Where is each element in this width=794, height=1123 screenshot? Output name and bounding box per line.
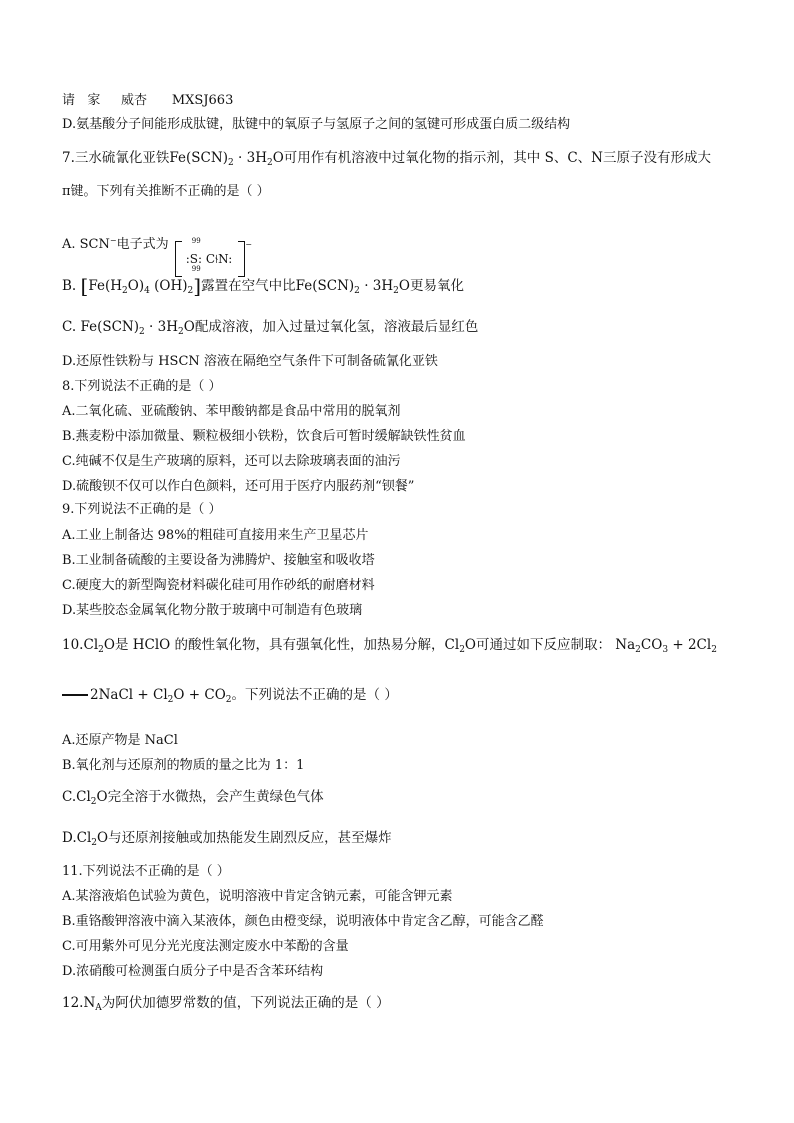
q8-option-d — [62, 479, 414, 495]
q12-formula-na: $N_A$ — [83, 995, 102, 1013]
q7-option-c-formula: $Fe(SCN)_2 \cdot 3H_2O$ — [80, 319, 195, 337]
q11-option-d-text: D.浓硝酸可检测蛋白质分子中是否含苯环结构 — [62, 964, 324, 979]
q11-option-b — [62, 914, 544, 930]
q12-stem — [62, 995, 390, 1016]
q9-option-d — [62, 603, 362, 619]
q10-option-c-text: 完全溶于水微热，会产生黄绿色气体 — [107, 789, 324, 805]
q11-option-c-text: C.可用紫外可见分光光度法测定废水中苯酚的含量 — [62, 939, 349, 954]
q7-option-d — [62, 354, 438, 370]
q10-stem-text-b: 是 HClO 的酸性氧化物，具有强氧化性，加热易分解， — [114, 637, 445, 653]
q9-option-c — [62, 578, 375, 594]
q9-option-c-text: C.硬度大的新型陶瓷材料碳化硅可用作砂纸的耐磨材料 — [62, 578, 375, 593]
q10-stem-text-d: 。下列说法不正确的是（ ） — [231, 687, 398, 703]
q7-option-a — [62, 222, 252, 273]
q7-option-c-text: 配成溶液，加入过量过氧化氢，溶液最后显红色 — [194, 319, 479, 335]
q10-option-b — [62, 758, 304, 774]
q9-option-d-text: D.某些胶态金属氧化物分散于玻璃中可制造有色玻璃 — [62, 603, 363, 618]
q7-option-a-label: A. SCN — [62, 237, 110, 252]
q7-option-b-formula1: [$Fe(H_2O)_4$ $(OH)_2$] — [80, 274, 202, 298]
q10-option-d — [62, 830, 392, 851]
q10-option-b-text: B.氧化剂与还原剂的物质的量之比为 1：1 — [62, 758, 305, 773]
q10-option-a — [62, 733, 178, 749]
q9-stem — [62, 502, 222, 518]
q10-option-d-label: D. — [62, 830, 77, 846]
q6-option-d — [62, 117, 570, 133]
q11-stem-text: 11.下列说法不正确的是（ ） — [62, 864, 230, 879]
q10-formula-cl2o: $Cl_2O$ — [83, 637, 115, 655]
q6-option-d-text: D.氨基酸分子间能形成肽键，肽键中的氧原子与氢原子之间的氢键可形成蛋白质二级结构 — [62, 117, 571, 132]
q9-option-b-text: B.工业制备硫酸的主要设备为沸腾炉、接触室和吸收塔 — [62, 553, 375, 568]
q7-stem-text-a: 7.三水硫氰化亚铁 — [62, 150, 170, 166]
q8-option-d-text: D.硫酸钡不仅可以作白色颜料，还可用于医疗内服药剂“钡餐” — [62, 479, 415, 494]
lewis-dots-top: 99 — [191, 237, 201, 245]
q10-option-c-label: C. — [62, 789, 77, 805]
q7-stem-line2 — [62, 184, 270, 200]
q11-option-a — [62, 889, 453, 905]
q11-option-d — [62, 964, 323, 980]
q10-reactants: $Na_2CO_3 + 2Cl_2$ — [615, 637, 717, 655]
q10-option-d-text: 与还原剂接触或加热能发生剧烈反应，甚至爆炸 — [108, 830, 392, 846]
q7-formula: $Fe(SCN)_2 \cdot 3H_2O$ — [169, 150, 284, 168]
q7-option-b-label: B. — [62, 278, 77, 294]
q8-option-a — [62, 404, 401, 420]
q7-option-b-text: 露置在空气中比 — [201, 278, 296, 294]
q8-option-c-text: C.纯碱不仅是生产玻璃的原料，还可以去除玻璃表面的油污 — [62, 454, 401, 469]
q7-stem-line1 — [62, 150, 711, 171]
q7-option-a-charge: − — [109, 236, 117, 245]
lewis-text: S: C⫮N: — [189, 252, 233, 266]
q10-formula-cl2o-2: $Cl_2O$ — [444, 637, 476, 655]
q11-stem — [62, 864, 230, 880]
q10-stem-line1 — [62, 637, 717, 658]
q10-stem-num: 10. — [62, 637, 84, 653]
q9-option-b — [62, 553, 375, 569]
q10-option-c — [62, 789, 324, 810]
q11-option-c — [62, 939, 349, 955]
q7-option-c-label: C. — [62, 319, 77, 335]
q10-option-c-formula: $Cl_2O$ — [76, 789, 108, 807]
q8-option-b — [62, 429, 466, 445]
q10-stem-text-c: 可通过如下反应制取： — [476, 637, 611, 653]
q9-option-a-text: A.工业上制备达 98%的粗硅可直接用来生产卫星芯片 — [62, 528, 369, 543]
q10-option-a-text: A.还原产物是 NaCl — [62, 733, 178, 748]
q7-option-b-text2: 更易氧化 — [409, 278, 464, 294]
q12-stem-num: 12. — [62, 995, 84, 1011]
q12-stem-text: 为阿伏加德罗常数的值，下列说法正确的是（ ） — [101, 995, 390, 1011]
lewis-bracket-left — [175, 241, 182, 277]
header-text: 请 家 威杏 MXSJ663 — [62, 93, 234, 108]
q9-stem-text: 9.下列说法不正确的是（ ） — [62, 502, 222, 517]
q7-option-d-text: D.还原性铁粉与 HSCN 溶液在隔绝空气条件下可制备硫氰化亚铁 — [62, 354, 438, 369]
q7-option-a-text: 电子式为 — [116, 237, 169, 252]
lewis-structure — [173, 226, 252, 273]
q10-stem-line2 — [62, 687, 398, 708]
q7-stem-text-b: 可用作有机溶液中过氧化物的指示剂，其中 S、C、N三原子没有形成大 — [283, 150, 711, 166]
lewis-charge: − — [245, 239, 252, 249]
equation-equals-sign — [62, 694, 88, 698]
q8-option-b-text: B.燕麦粉中添加微量、颗粒极细小铁粉，饮食后可暂时缓解缺铁性贫血 — [62, 429, 466, 444]
lewis-core: 99 :S: C⫮N: 99 — [185, 237, 233, 273]
q8-stem-text: 8.下列说法不正确的是（ ） — [62, 379, 222, 394]
q7-option-b-formula2: $Fe(SCN)_2 \cdot 3H_2O$ — [295, 278, 410, 296]
q11-option-b-text: B.重铬酸钾溶液中滴入某液体，颜色由橙变绿，说明液体中肯定含乙醇，可能含乙醛 — [62, 914, 544, 929]
q8-option-c — [62, 454, 401, 470]
lewis-bracket-right — [238, 241, 245, 277]
q7-option-c — [62, 319, 478, 340]
q7-option-b — [62, 274, 464, 299]
q7-stem-text-c: π键。下列有关推断不正确的是（ ） — [62, 184, 270, 199]
q11-option-a-text: A.某溶液焰色试验为黄色，说明溶液中肯定含钠元素，可能含钾元素 — [62, 889, 453, 904]
q8-stem — [62, 379, 222, 395]
header-line — [62, 93, 233, 109]
q10-products: 2NaCl + $Cl_2O + CO_2$ — [90, 687, 232, 705]
q8-option-a-text: A.二氧化硫、亚硫酸钠、苯甲酸钠都是食品中常用的脱氧剂 — [62, 404, 401, 419]
lewis-dots-bottom: 99 — [191, 265, 201, 273]
q10-option-d-formula: $Cl_2O$ — [76, 830, 109, 848]
q9-option-a — [62, 528, 369, 544]
